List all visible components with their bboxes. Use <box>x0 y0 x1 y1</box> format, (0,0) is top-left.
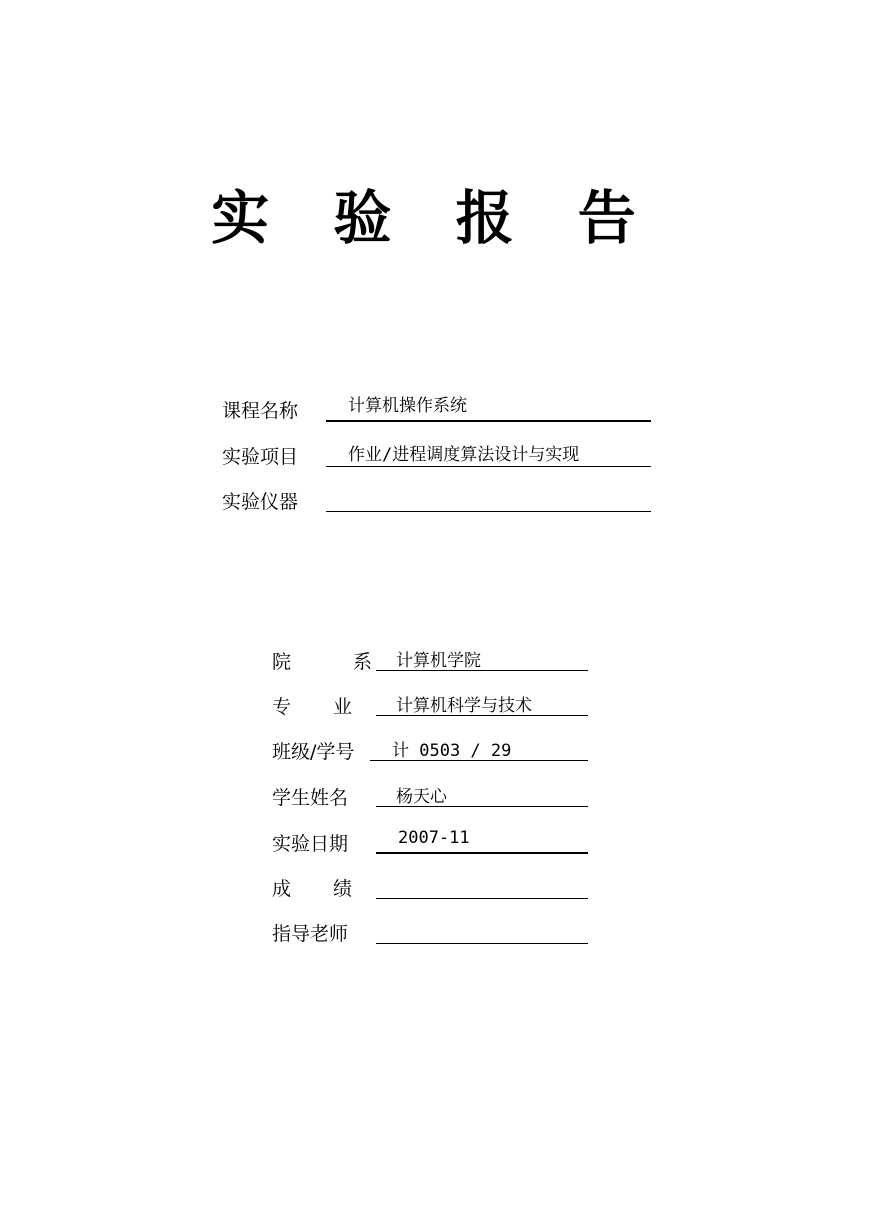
course-name-value: 计算机操作系统 <box>348 396 467 416</box>
date-label: 实验日期 <box>272 833 349 855</box>
grade-label-char-1: 成 <box>272 878 292 900</box>
major-label-char-2: 业 <box>333 696 353 718</box>
major-value: 计算机科学与技术 <box>396 696 532 716</box>
class-id-value: 计 0503 / 29 <box>392 741 512 761</box>
course-name-label: 课程名称 <box>222 400 299 422</box>
project-value: 作业/进程调度算法设计与实现 <box>348 445 580 465</box>
class-id-label: 班级/学号 <box>272 741 355 763</box>
project-underline <box>326 466 651 467</box>
dept-label-char-2: 系 <box>353 651 373 673</box>
major-label <box>272 695 352 719</box>
class-id-underline <box>370 760 588 761</box>
report-title: 实 验 报 告 <box>211 184 658 252</box>
dept-underline <box>376 670 588 671</box>
date-value: 2007-11 <box>398 828 470 848</box>
dept-value: 计算机学院 <box>396 651 481 671</box>
course-name-underline <box>326 420 651 422</box>
student-name-label: 学生姓名 <box>272 787 349 809</box>
grade-underline <box>376 898 588 899</box>
grade-label <box>272 877 352 901</box>
project-label: 实验项目 <box>222 446 299 468</box>
advisor-label: 指导老师 <box>272 923 349 945</box>
major-underline <box>376 715 588 716</box>
instrument-underline <box>326 511 651 512</box>
grade-label-char-2: 绩 <box>333 878 353 900</box>
major-label-char-1: 专 <box>272 696 292 718</box>
advisor-underline <box>376 943 588 944</box>
dept-label <box>272 650 372 674</box>
student-name-underline <box>376 806 588 807</box>
instrument-label: 实验仪器 <box>222 491 299 513</box>
date-underline <box>376 852 588 854</box>
dept-label-char-1: 院 <box>272 651 292 673</box>
student-name-value: 杨天心 <box>396 787 447 807</box>
